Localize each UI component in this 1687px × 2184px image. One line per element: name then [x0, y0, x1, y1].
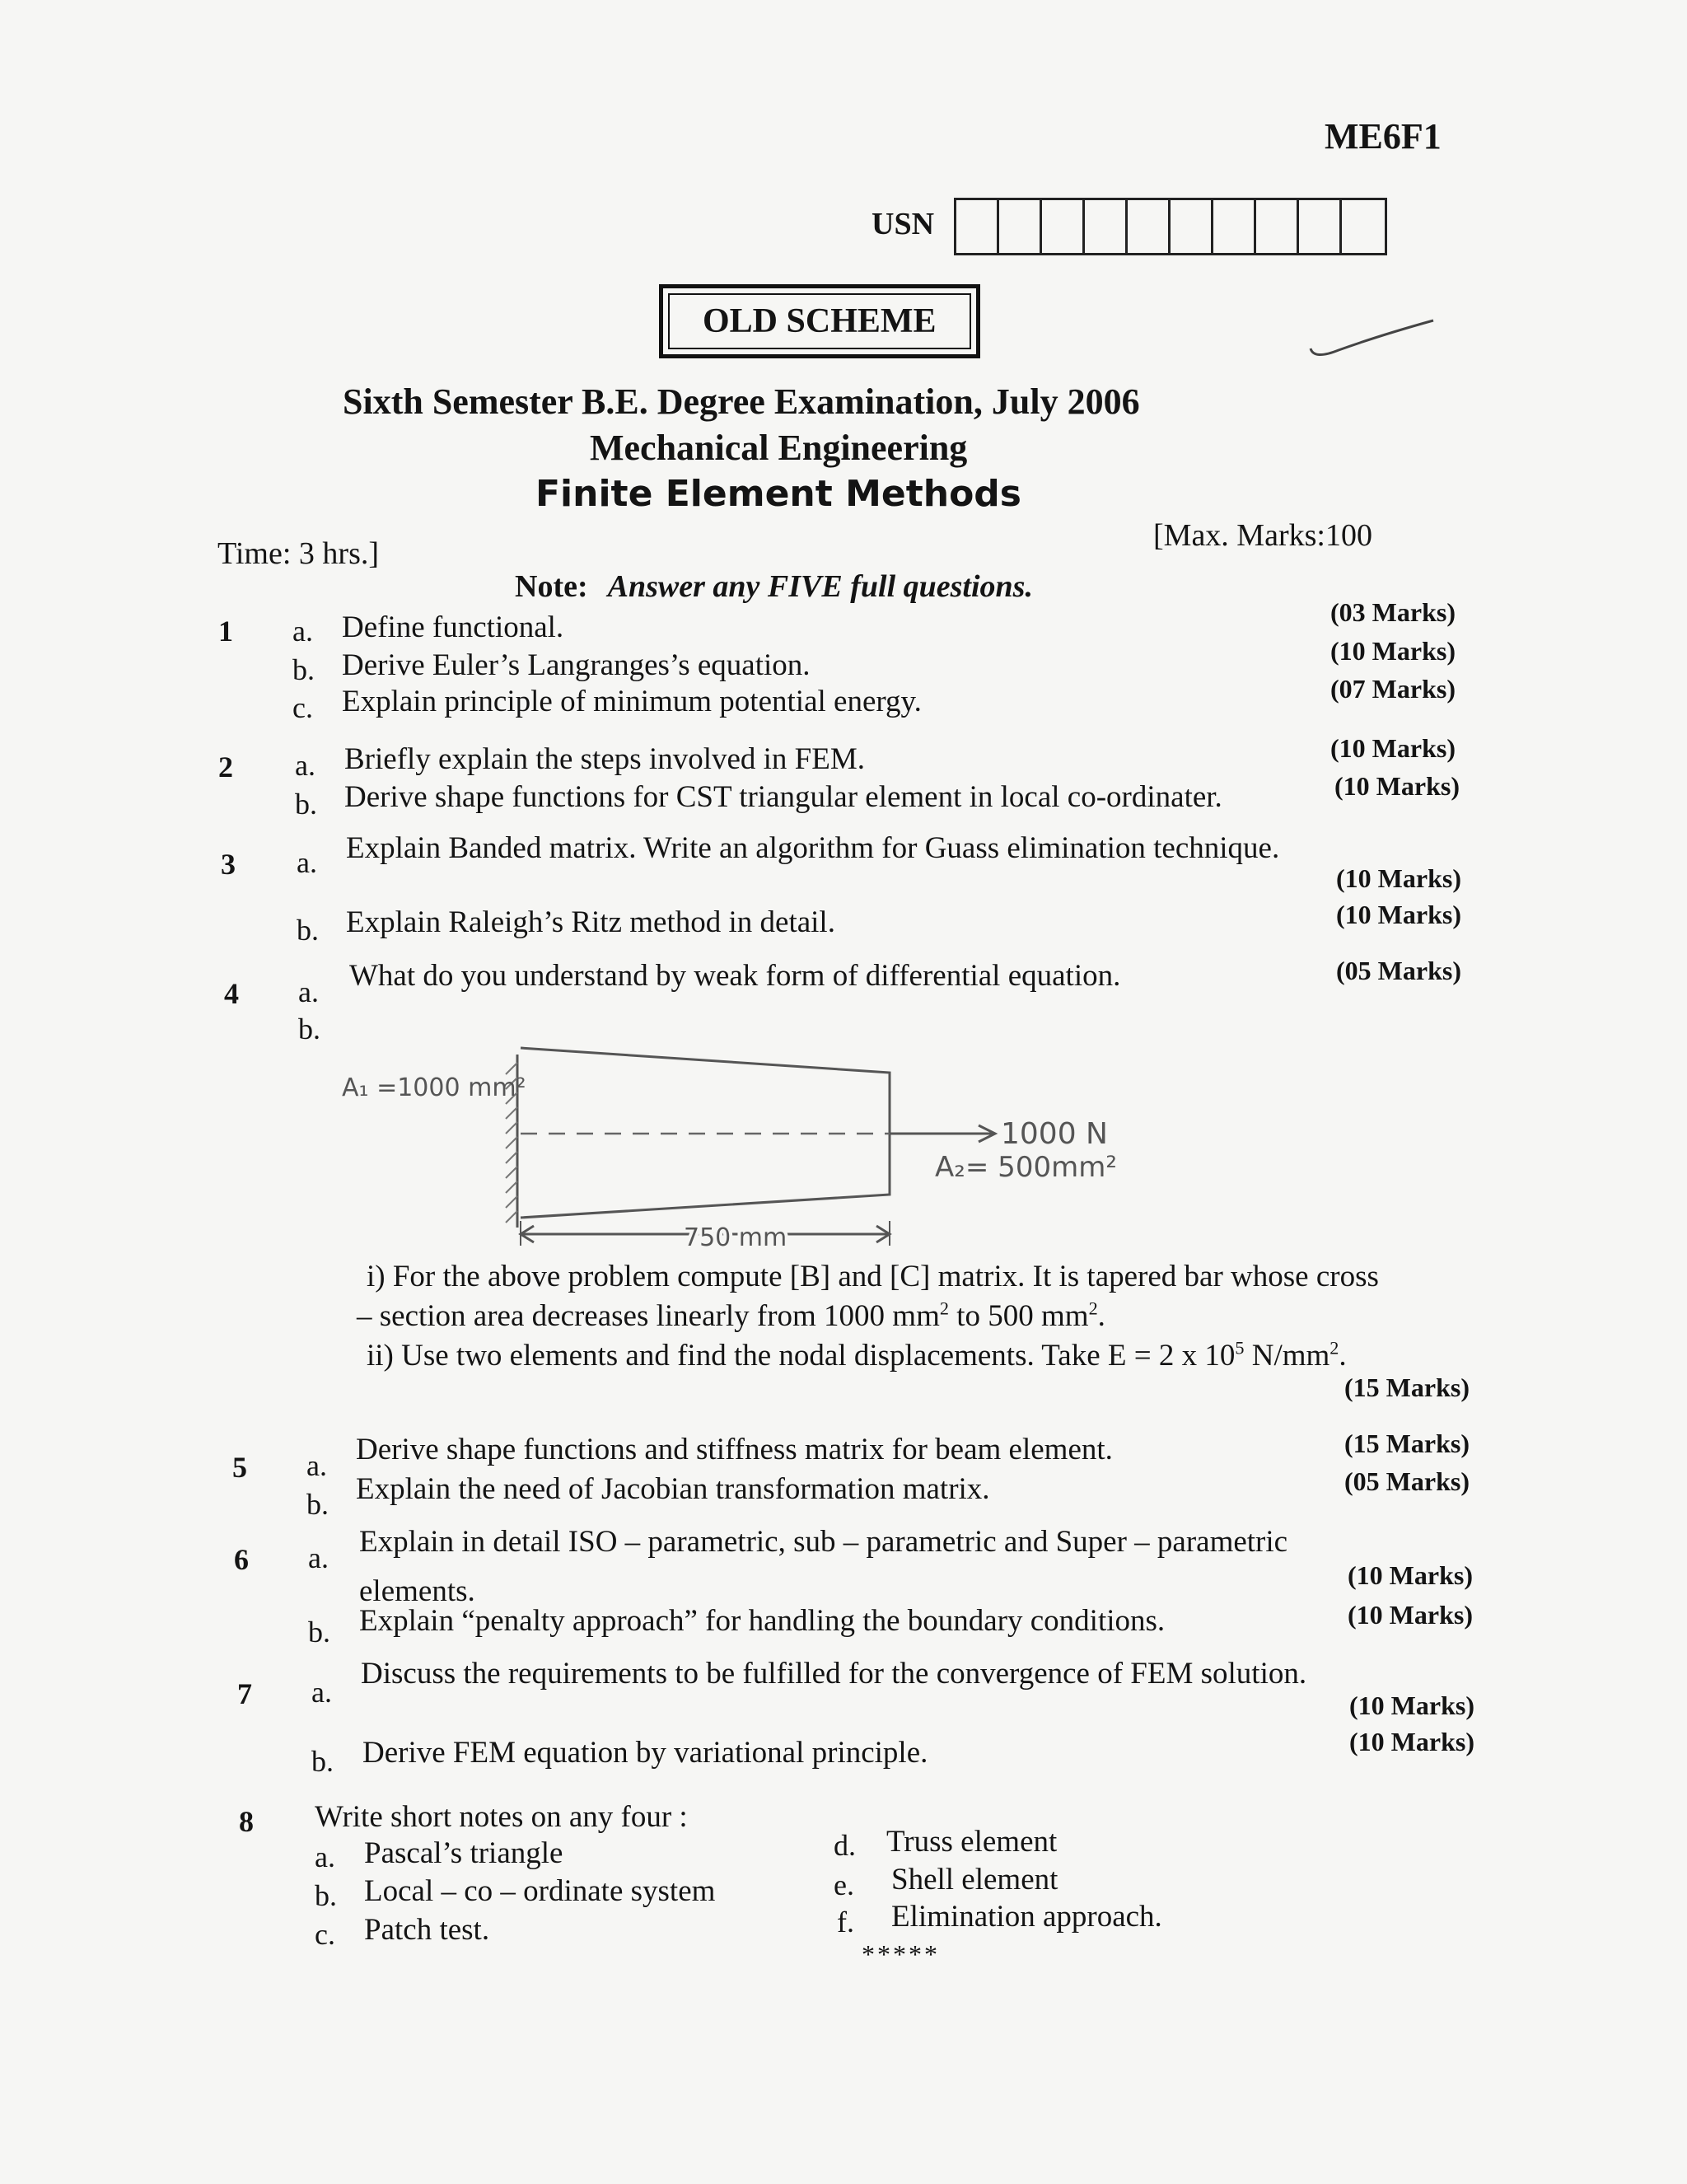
question-text-cont: elements.: [359, 1574, 475, 1608]
part-label: a.: [297, 846, 317, 879]
marks: (05 Marks): [1336, 956, 1461, 985]
question-text: Derive Euler’s Langranges’s equation.: [342, 648, 811, 682]
usn-label: USN: [872, 207, 935, 241]
part-label: a.: [292, 615, 313, 648]
marks: (10 Marks): [1334, 771, 1460, 801]
length-label: 750 mm: [684, 1223, 787, 1252]
part-label: a.: [315, 1840, 335, 1873]
paper-code: ME6F1: [1325, 116, 1442, 157]
question-text: Explain the need of Jacobian transformation matrix.: [356, 1472, 990, 1506]
area-a1-label: A₁ =1000 mm²: [342, 1073, 526, 1102]
part-label: a.: [295, 749, 315, 782]
usn-box[interactable]: [1128, 200, 1171, 253]
part-label: b.: [308, 1616, 330, 1649]
question-number: 4: [224, 977, 239, 1010]
part-label: a.: [308, 1541, 329, 1574]
part-label: b.: [315, 1879, 337, 1912]
usn-box[interactable]: [1042, 200, 1085, 253]
list-item: Pascal’s triangle: [364, 1836, 563, 1870]
marks: (10 Marks): [1349, 1727, 1474, 1756]
question-text: Explain Banded matrix. Write an algorithm for Guass elimination technique.: [346, 831, 1280, 865]
part-label: c.: [315, 1918, 335, 1951]
note: [515, 568, 1033, 605]
usn-box[interactable]: [1342, 200, 1385, 253]
question-number: 8: [239, 1805, 254, 1838]
question-number: 2: [218, 751, 233, 783]
scheme-box: [659, 284, 980, 358]
part-label: a.: [298, 975, 319, 1008]
question-text: Discuss the requirements to be fulfilled for the convergence of FEM solution.: [361, 1657, 1307, 1691]
question-text: Derive FEM equation by variational principle.: [362, 1736, 928, 1770]
subject-title: Finite Element Methods: [535, 473, 1021, 515]
question-text: Explain in detail ISO – parametric, sub – parametric and Super – parametric: [359, 1525, 1288, 1559]
sub-question-i: i) For the above problem compute [B] and [C] matrix. It is tapered bar whose cross: [367, 1260, 1379, 1293]
marks: (15 Marks): [1344, 1429, 1470, 1458]
part-label: d.: [834, 1829, 856, 1862]
question-number: 7: [237, 1677, 252, 1710]
department-title: Mechanical Engineering: [590, 428, 968, 468]
usn-box[interactable]: [1171, 200, 1213, 253]
marks: (10 Marks): [1330, 733, 1456, 763]
question-text: Explain principle of minimum potential energy.: [342, 685, 922, 718]
part-label: b.: [292, 653, 315, 686]
tick-mark-icon: [1306, 317, 1437, 367]
part-label: b.: [306, 1488, 329, 1521]
area-a2-label: A₂= 500mm²: [935, 1151, 1117, 1184]
note-text: Answer any FIVE full questions.: [607, 569, 1033, 604]
question-text: Define functional.: [342, 610, 564, 644]
part-label: a.: [311, 1676, 332, 1709]
part-label: a.: [306, 1449, 327, 1482]
sub-question-i-cont: – section area decreases linearly from 1000 $mm^2$ to 500 $mm^2$.: [357, 1298, 1105, 1333]
part-label: b.: [297, 914, 319, 947]
part-label: f.: [837, 1906, 854, 1938]
question-text: Briefly explain the steps involved in FEM.: [344, 742, 865, 776]
list-item: Elimination approach.: [891, 1900, 1162, 1934]
usn-box[interactable]: [1213, 200, 1256, 253]
tapered-bar-diagram: [329, 1030, 1203, 1269]
list-item: Local – co – ordinate system: [364, 1874, 716, 1908]
marks: (15 Marks): [1344, 1373, 1470, 1402]
marks: (10 Marks): [1349, 1691, 1474, 1720]
note-label: Note:: [515, 569, 588, 604]
list-item: Shell element: [891, 1863, 1058, 1896]
question-text: Derive shape functions and stiffness matrix for beam element.: [356, 1433, 1113, 1466]
question-number: 6: [234, 1543, 249, 1576]
marks: (10 Marks): [1336, 900, 1461, 929]
question-number: 3: [221, 848, 236, 881]
marks: (10 Marks): [1330, 636, 1456, 666]
part-label: c.: [292, 691, 313, 724]
list-item: Truss element: [886, 1825, 1058, 1859]
marks: (05 Marks): [1344, 1466, 1470, 1496]
scheme-label: OLD SCHEME: [668, 293, 971, 349]
usn-box[interactable]: [999, 200, 1042, 253]
marks: (10 Marks): [1348, 1560, 1473, 1590]
part-label: b.: [295, 788, 317, 821]
part-label: b.: [298, 1012, 320, 1045]
marks: (07 Marks): [1330, 674, 1456, 704]
usn-boxes[interactable]: [954, 198, 1387, 255]
end-marker: *****: [862, 1939, 940, 1969]
sub-question-ii: ii) Use two elements and find the nodal displacements. Take E = 2 x $10^5$ $N/mm^2$.: [367, 1337, 1347, 1373]
part-label: e.: [834, 1868, 854, 1901]
question-number: 1: [218, 615, 233, 648]
marks: (10 Marks): [1348, 1600, 1473, 1630]
question-text: Write short notes on any four :: [315, 1800, 688, 1834]
question-text: What do you understand by weak form of differential equation.: [349, 959, 1121, 993]
usn-box[interactable]: [1085, 200, 1128, 253]
max-marks: [Max. Marks:100: [1153, 518, 1372, 553]
usn-box[interactable]: [956, 200, 999, 253]
marks: (03 Marks): [1330, 597, 1456, 627]
question-text: Explain Raleigh’s Ritz method in detail.: [346, 905, 835, 939]
part-label: b.: [311, 1745, 334, 1778]
time-allowed: Time: 3 hrs.]: [217, 536, 380, 571]
usn-box[interactable]: [1256, 200, 1299, 253]
exam-title: Sixth Semester B.E. Degree Examination, July 2006: [343, 381, 1140, 422]
question-text: Explain “penalty approach” for handling the boundary conditions.: [359, 1604, 1166, 1638]
usn-box[interactable]: [1299, 200, 1342, 253]
question-number: 5: [232, 1451, 247, 1484]
force-label: 1000 N: [1001, 1117, 1108, 1151]
list-item: Patch test.: [364, 1913, 490, 1947]
marks: (10 Marks): [1336, 863, 1461, 893]
question-text: Derive shape functions for CST triangular element in local co-ordinater.: [344, 780, 1222, 814]
